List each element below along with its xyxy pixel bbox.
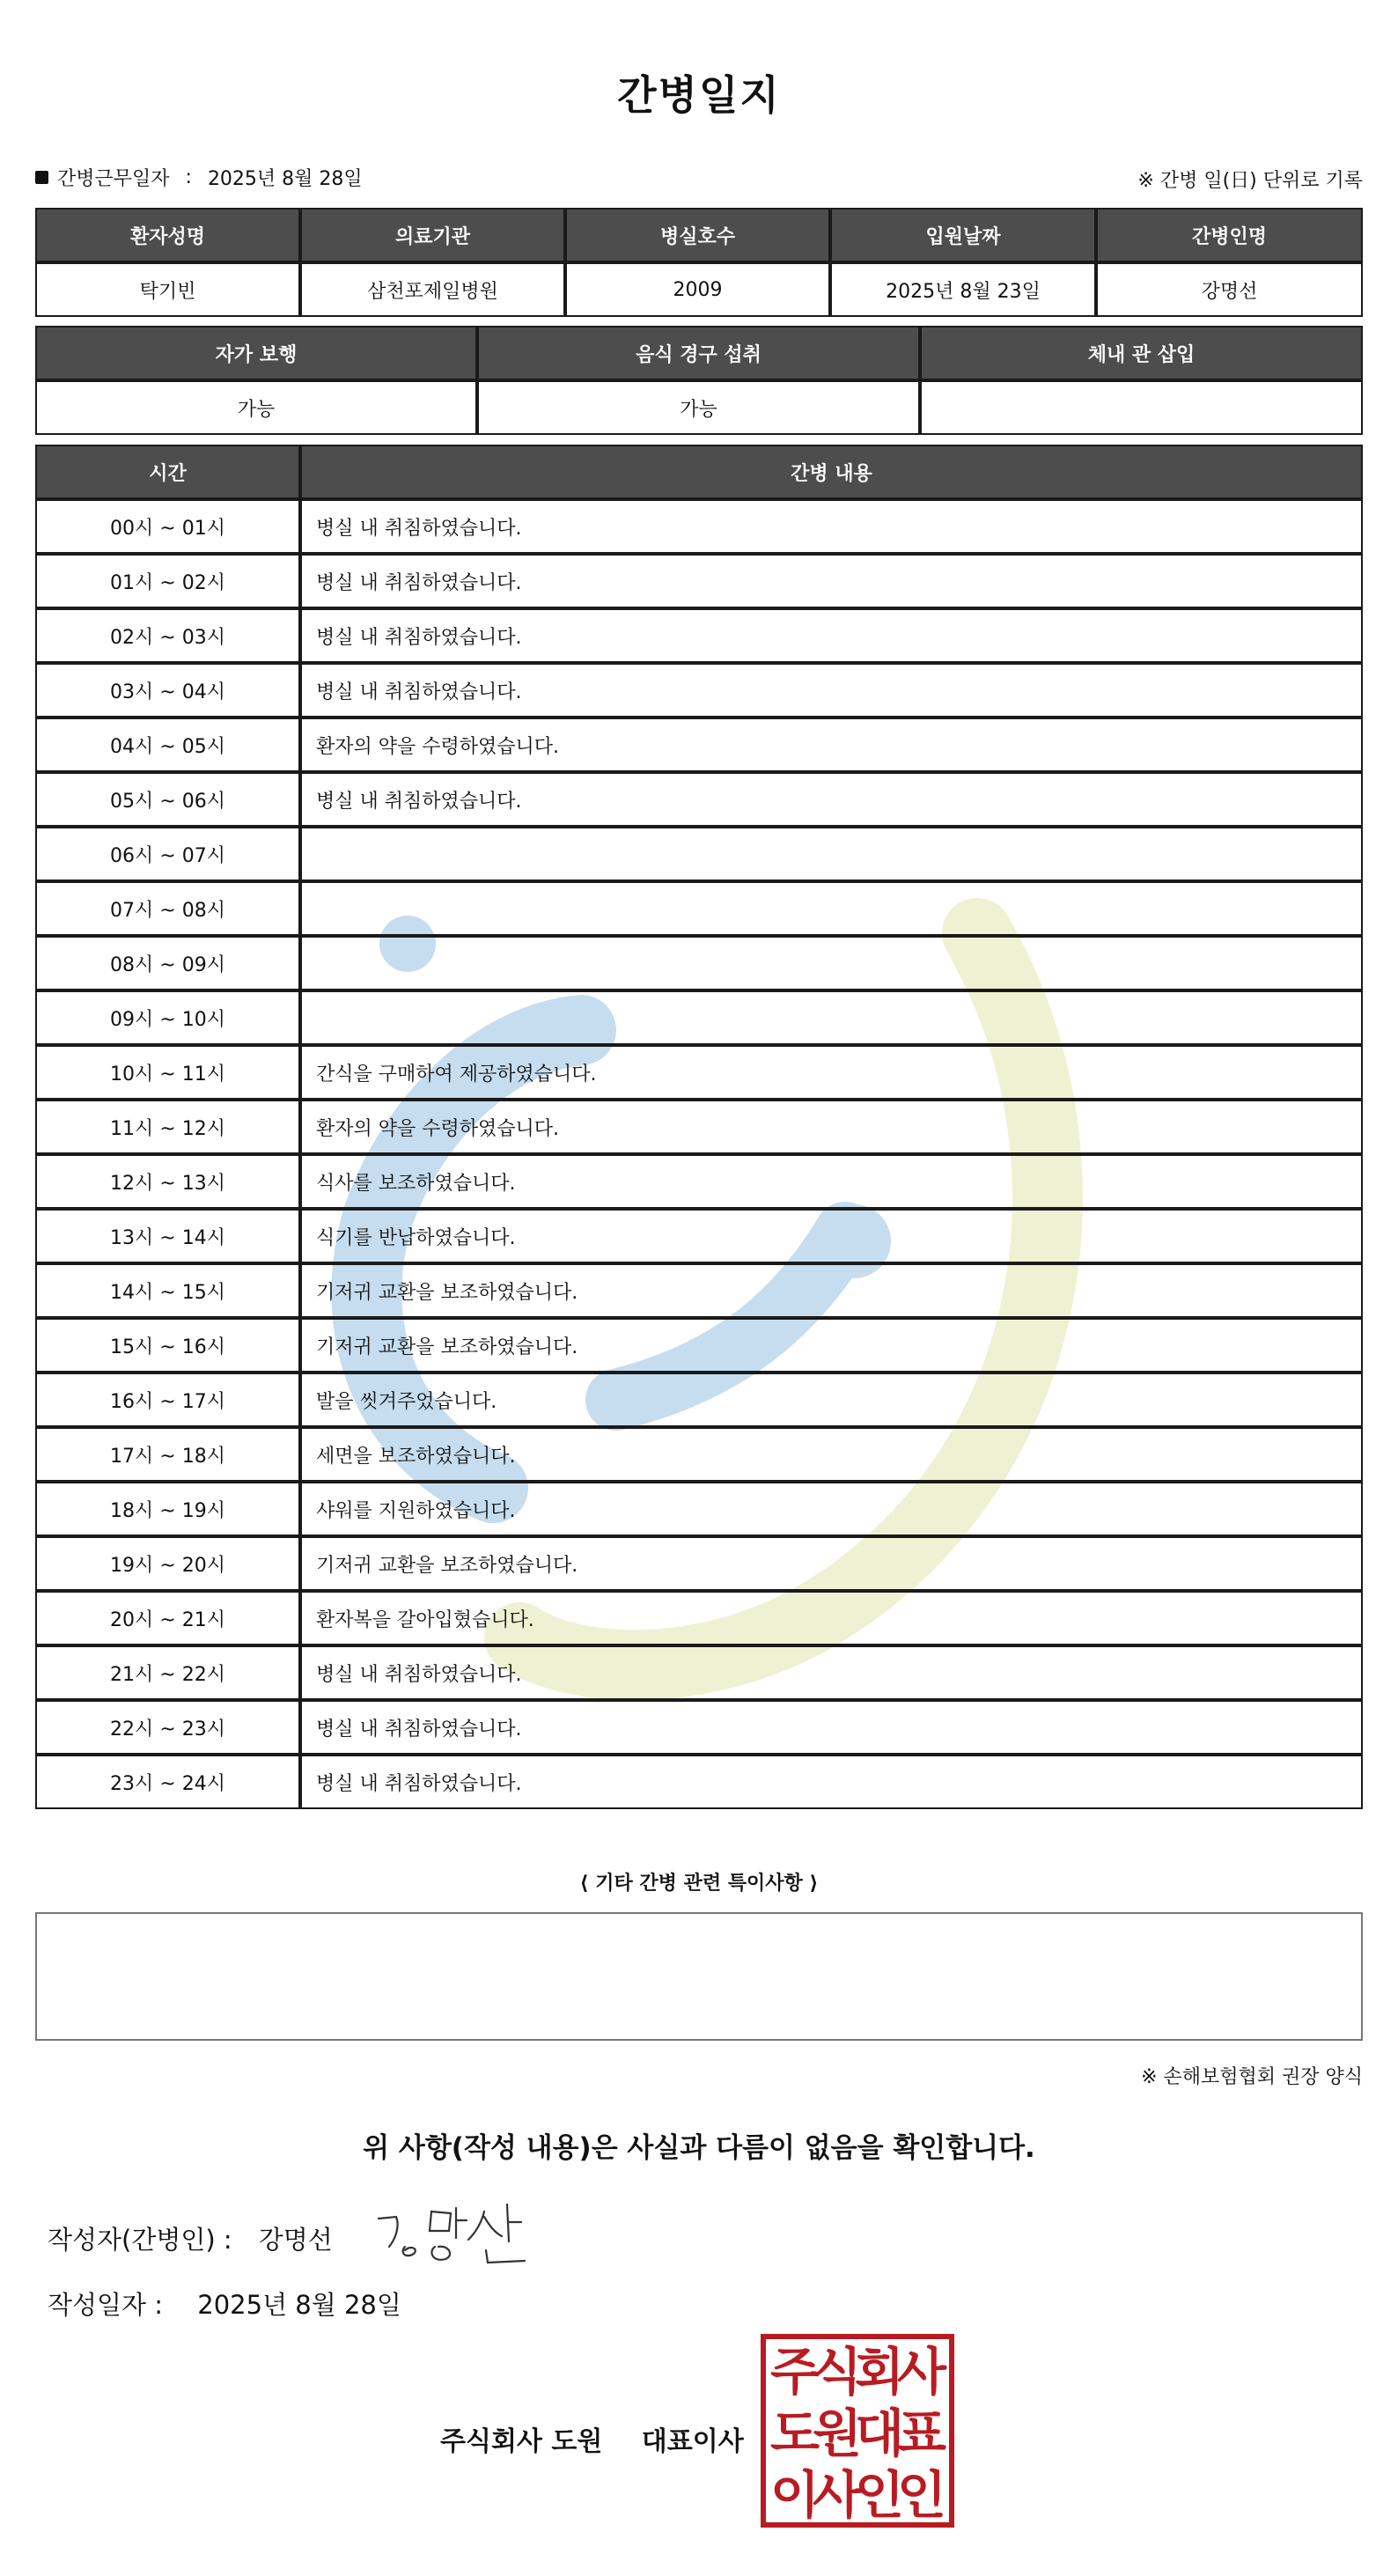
svg-text:사: 사 — [896, 2342, 947, 2402]
header-hospital: 의료기관 — [300, 208, 565, 262]
header-care-content: 간병 내용 — [300, 445, 1363, 499]
log-time-cell: 23시 ~ 24시 — [35, 1755, 300, 1809]
svg-text:인: 인 — [896, 2465, 947, 2525]
log-row — [35, 1045, 1363, 1100]
log-time-cell: 18시 ~ 19시 — [35, 1482, 300, 1536]
log-row — [35, 1591, 1363, 1645]
log-content-cell: 식기를 반납하였습니다. — [300, 1209, 1363, 1263]
header-oral-intake: 음식 경구 섭취 — [477, 326, 920, 380]
log-time-cell: 00시 ~ 01시 — [35, 499, 300, 554]
bullet-square-icon — [35, 171, 48, 184]
svg-text:이: 이 — [769, 2465, 820, 2525]
log-content-cell: 병실 내 취침하였습니다. — [300, 554, 1363, 608]
log-content-cell: 병실 내 취침하였습니다. — [300, 1700, 1363, 1755]
company-seal-stamp — [760, 2333, 955, 2528]
log-row — [35, 1318, 1363, 1373]
header-patient-name: 환자성명 — [35, 208, 300, 262]
log-content-cell: 간식을 구매하여 제공하였습니다. — [300, 1045, 1363, 1100]
log-row — [35, 1263, 1363, 1318]
patient-status-header-row — [35, 326, 1363, 380]
written-date-value: 2025년 8월 28일 — [197, 2290, 401, 2320]
log-row — [35, 936, 1363, 990]
log-time-cell: 05시 ~ 06시 — [35, 772, 300, 827]
log-row — [35, 1154, 1363, 1209]
care-date-field — [35, 164, 363, 191]
care-date-value: 2025년 8월 28일 — [207, 168, 363, 190]
company-name: 주식회사 도원 — [440, 2426, 603, 2457]
log-header-row — [35, 445, 1363, 499]
header-time: 시간 — [35, 445, 300, 499]
log-body — [35, 499, 1363, 1809]
care-date-separator: : — [185, 166, 192, 188]
log-row — [35, 772, 1363, 827]
unit-note: ※ 간병 일(日) 단위로 기록 — [1137, 170, 1363, 192]
log-row — [35, 1755, 1363, 1809]
log-time-cell: 02시 ~ 03시 — [35, 608, 300, 663]
log-time-cell: 10시 ~ 11시 — [35, 1045, 300, 1100]
header-self-walking: 자가 보행 — [35, 326, 477, 380]
log-time-cell: 16시 ~ 17시 — [35, 1373, 300, 1427]
svg-text:원: 원 — [812, 2403, 863, 2463]
log-row — [35, 499, 1363, 554]
log-content-cell — [300, 936, 1363, 990]
log-time-cell: 21시 ~ 22시 — [35, 1645, 300, 1700]
log-row — [35, 663, 1363, 718]
log-content-cell: 병실 내 취침하였습니다. — [300, 1645, 1363, 1700]
svg-text:표: 표 — [896, 2403, 947, 2463]
log-time-cell: 14시 ~ 15시 — [35, 1263, 300, 1318]
log-row — [35, 1427, 1363, 1482]
care-date-label: 간병근무일자 — [57, 168, 170, 190]
log-row — [35, 608, 1363, 663]
log-time-cell: 08시 ~ 09시 — [35, 936, 300, 990]
log-content-cell: 기저귀 교환을 보조하였습니다. — [300, 1318, 1363, 1373]
log-content-cell — [300, 881, 1363, 936]
log-row — [35, 827, 1363, 881]
log-time-cell: 15시 ~ 16시 — [35, 1318, 300, 1373]
caregiver-name-value: 강명선 — [1096, 262, 1363, 317]
log-row — [35, 990, 1363, 1045]
log-row — [35, 1373, 1363, 1427]
admission-date-value: 2025년 8월 23일 — [830, 262, 1096, 317]
log-content-cell: 병실 내 취침하였습니다. — [300, 1755, 1363, 1809]
log-content-cell: 발을 씻겨주었습니다. — [300, 1373, 1363, 1427]
self-walking-value: 가능 — [35, 380, 477, 435]
log-time-cell: 11시 ~ 12시 — [35, 1100, 300, 1154]
hospital-value: 삼천포제일병원 — [300, 262, 565, 317]
tube-insertion-value — [920, 380, 1363, 435]
patient-info-header-row — [35, 208, 1363, 262]
header-admission-date: 입원날짜 — [830, 208, 1096, 262]
log-row — [35, 554, 1363, 608]
patient-info-table — [35, 208, 1363, 317]
svg-text:주: 주 — [769, 2342, 820, 2402]
log-time-cell: 17시 ~ 18시 — [35, 1427, 300, 1482]
log-content-cell: 병실 내 취침하였습니다. — [300, 608, 1363, 663]
form-note: ※ 손해보험협회 권장 양식 — [1141, 2066, 1363, 2088]
writer-label: 작성자(간병인) : — [48, 2225, 232, 2255]
patient-status-table — [35, 326, 1363, 435]
ceo-title: 대표이사 — [641, 2426, 744, 2457]
written-date-label: 작성일자 : — [48, 2290, 164, 2320]
confirmation-statement: 위 사항(작성 내용)은 사실과 다름이 없음을 확인합니다. — [363, 2132, 1035, 2164]
log-content-cell: 환자의 약을 수령하였습니다. — [300, 718, 1363, 772]
log-content-cell: 병실 내 취침하였습니다. — [300, 772, 1363, 827]
writer-name: 강명선 — [258, 2225, 333, 2255]
written-date-field — [48, 2285, 401, 2322]
log-row — [35, 1536, 1363, 1591]
patient-status-value-row — [35, 380, 1363, 435]
log-content-cell — [300, 990, 1363, 1045]
svg-text:인: 인 — [854, 2465, 905, 2525]
header-tube-insertion: 체내 관 삽입 — [920, 326, 1363, 380]
log-content-cell: 기저귀 교환을 보조하였습니다. — [300, 1536, 1363, 1591]
log-time-cell: 12시 ~ 13시 — [35, 1154, 300, 1209]
svg-text:식: 식 — [812, 2342, 863, 2402]
page-title: 간병일지 — [617, 71, 781, 119]
log-content-cell: 병실 내 취침하였습니다. — [300, 663, 1363, 718]
patient-info-value-row — [35, 262, 1363, 317]
log-time-cell: 01시 ~ 02시 — [35, 554, 300, 608]
header-room-number: 병실호수 — [565, 208, 830, 262]
log-time-cell: 07시 ~ 08시 — [35, 881, 300, 936]
log-content-cell — [300, 827, 1363, 881]
oral-intake-value: 가능 — [477, 380, 920, 435]
svg-text:대: 대 — [854, 2403, 905, 2463]
header-caregiver-name: 간병인명 — [1096, 208, 1363, 262]
log-row — [35, 1482, 1363, 1536]
log-content-cell: 환자복을 갈아입혔습니다. — [300, 1591, 1363, 1645]
special-notes-box — [35, 1912, 1363, 2041]
log-content-cell: 식사를 보조하였습니다. — [300, 1154, 1363, 1209]
log-row — [35, 1645, 1363, 1700]
patient-name-value: 탁기빈 — [35, 262, 300, 317]
log-row — [35, 1100, 1363, 1154]
log-time-cell: 06시 ~ 07시 — [35, 827, 300, 881]
company-signature-line — [440, 2419, 744, 2458]
special-notes-title: ⟨ 기타 간병 관련 특이사항 ⟩ — [579, 1873, 819, 1895]
log-row — [35, 1209, 1363, 1263]
log-content-cell: 세면을 보조하였습니다. — [300, 1427, 1363, 1482]
log-content-cell: 환자의 약을 수령하였습니다. — [300, 1100, 1363, 1154]
room-number-value: 2009 — [565, 262, 830, 317]
log-content-cell: 샤워를 지원하였습니다. — [300, 1482, 1363, 1536]
log-time-cell: 19시 ~ 20시 — [35, 1536, 300, 1591]
log-content-cell: 기저귀 교환을 보조하였습니다. — [300, 1263, 1363, 1318]
log-time-cell: 03시 ~ 04시 — [35, 663, 300, 718]
log-time-cell: 04시 ~ 05시 — [35, 718, 300, 772]
svg-text:회: 회 — [854, 2342, 905, 2402]
writer-field — [48, 2220, 333, 2256]
log-content-cell: 병실 내 취침하였습니다. — [300, 499, 1363, 554]
handwritten-signature — [370, 2199, 546, 2270]
log-time-cell: 13시 ~ 14시 — [35, 1209, 300, 1263]
hourly-care-log-table — [35, 445, 1363, 1809]
log-time-cell: 20시 ~ 21시 — [35, 1591, 300, 1645]
log-time-cell: 09시 ~ 10시 — [35, 990, 300, 1045]
log-row — [35, 718, 1363, 772]
svg-text:도: 도 — [769, 2403, 820, 2463]
svg-text:사: 사 — [812, 2465, 863, 2525]
log-row — [35, 1700, 1363, 1755]
log-row — [35, 881, 1363, 936]
log-time-cell: 22시 ~ 23시 — [35, 1700, 300, 1755]
